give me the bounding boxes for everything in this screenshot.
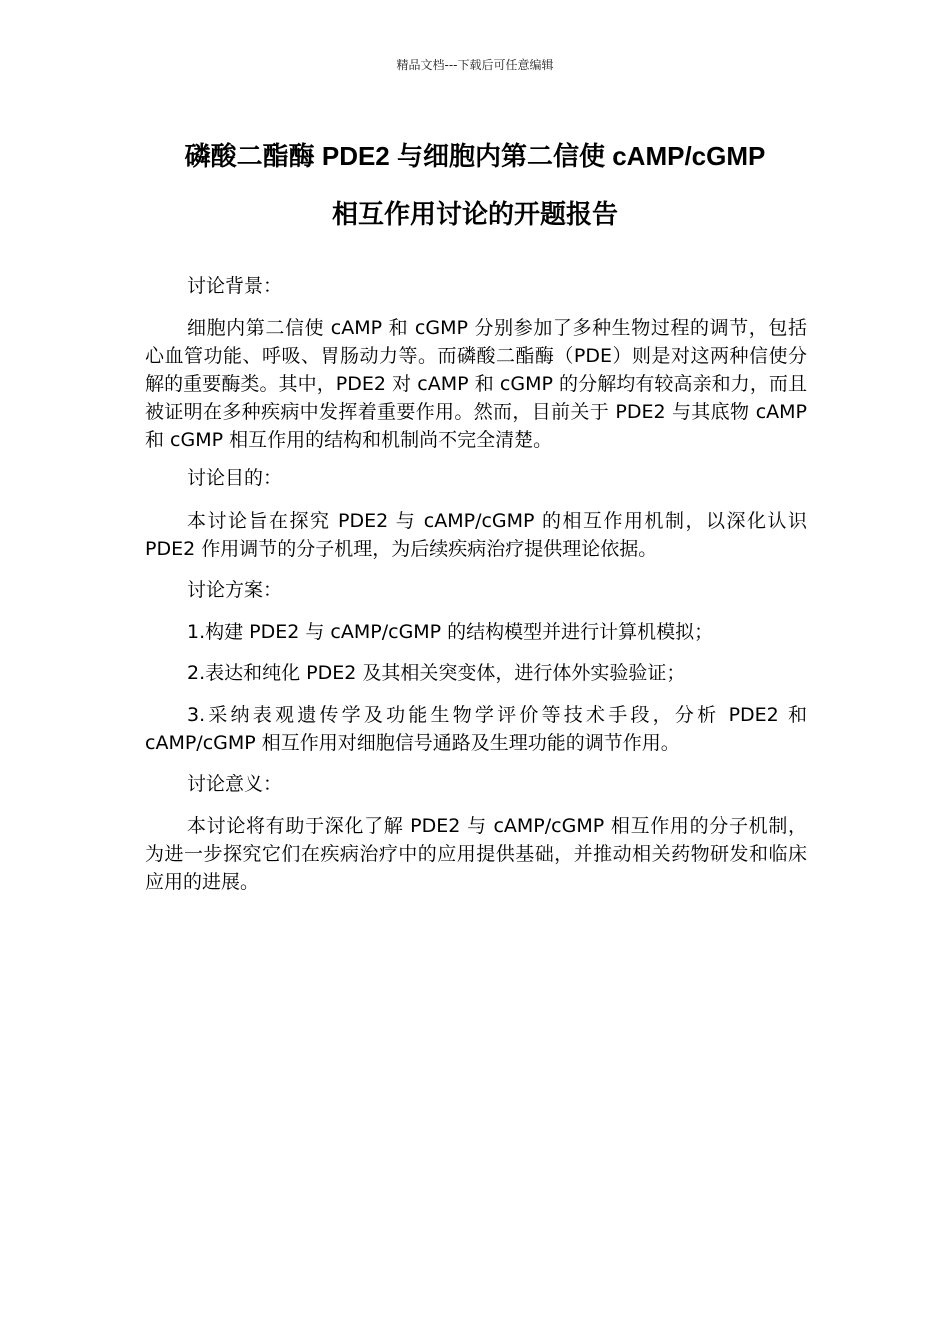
plan-heading: 讨论方案： <box>187 579 283 601</box>
significance-heading: 讨论意义： <box>187 773 283 795</box>
document-title-line-1: 磷酸二酯酶 PDE2 与细胞内第二信使 cAMP/cGMP <box>184 141 766 171</box>
plan-section <box>145 576 807 604</box>
background-heading: 讨论背景： <box>187 275 283 297</box>
significance-body <box>145 812 807 896</box>
significance-section <box>145 770 807 798</box>
background-paragraph: 细胞内第二信使 cAMP 和 cGMP 分别参加了多种生物过程的调节，包括心血管功能、呼吸、胃肠动力等。而磷酸二酯酶（PDE）则是对这两种信使分解的重要酶类。其中，PDE2 对 cAMP 和 cGMP 的分解均有较高亲和力，而且被证明在多种疾病中发挥着重要作用。然而，目前关于 PDE2 与其底物 cAMP 和 cGMP 相互作用的结构和机制尚不完全清楚。 <box>145 317 807 451</box>
background-body <box>145 314 807 454</box>
goal-body <box>145 507 807 563</box>
background-section <box>145 272 807 300</box>
significance-paragraph: 本讨论将有助于深化了解 PDE2 与 cAMP/cGMP 相互作用的分子机制，为进一步探究它们在疾病治疗中的应用提供基础，并推动相关药物研发和临床应用的进展。 <box>145 815 807 893</box>
plan-item-3 <box>145 701 807 757</box>
goal-heading: 讨论目的： <box>187 467 283 489</box>
plan-item-text: 3.采纳表观遗传学及功能生物学评价等技术手段，分析 PDE2 和 cAMP/cGMP 相互作用对细胞信号通路及生理功能的调节作用。 <box>145 704 807 754</box>
goal-paragraph: 本讨论旨在探究 PDE2 与 cAMP/cGMP 的相互作用机制，以深化认识 PDE2 作用调节的分子机理，为后续疾病治疗提供理论依据。 <box>145 510 807 560</box>
document-title-line-2: 相互作用讨论的开题报告 <box>331 199 618 229</box>
header-note: 精品文档---下载后可任意编辑 <box>396 58 554 72</box>
goal-section <box>145 464 807 492</box>
plan-item-text: 1.构建 PDE2 与 cAMP/cGMP 的结构模型并进行计算机模拟； <box>187 621 714 643</box>
plan-item-2 <box>145 659 807 687</box>
plan-item-1 <box>145 618 807 646</box>
plan-item-text: 2.表达和纯化 PDE2 及其相关突变体，进行体外实验验证； <box>187 662 686 684</box>
